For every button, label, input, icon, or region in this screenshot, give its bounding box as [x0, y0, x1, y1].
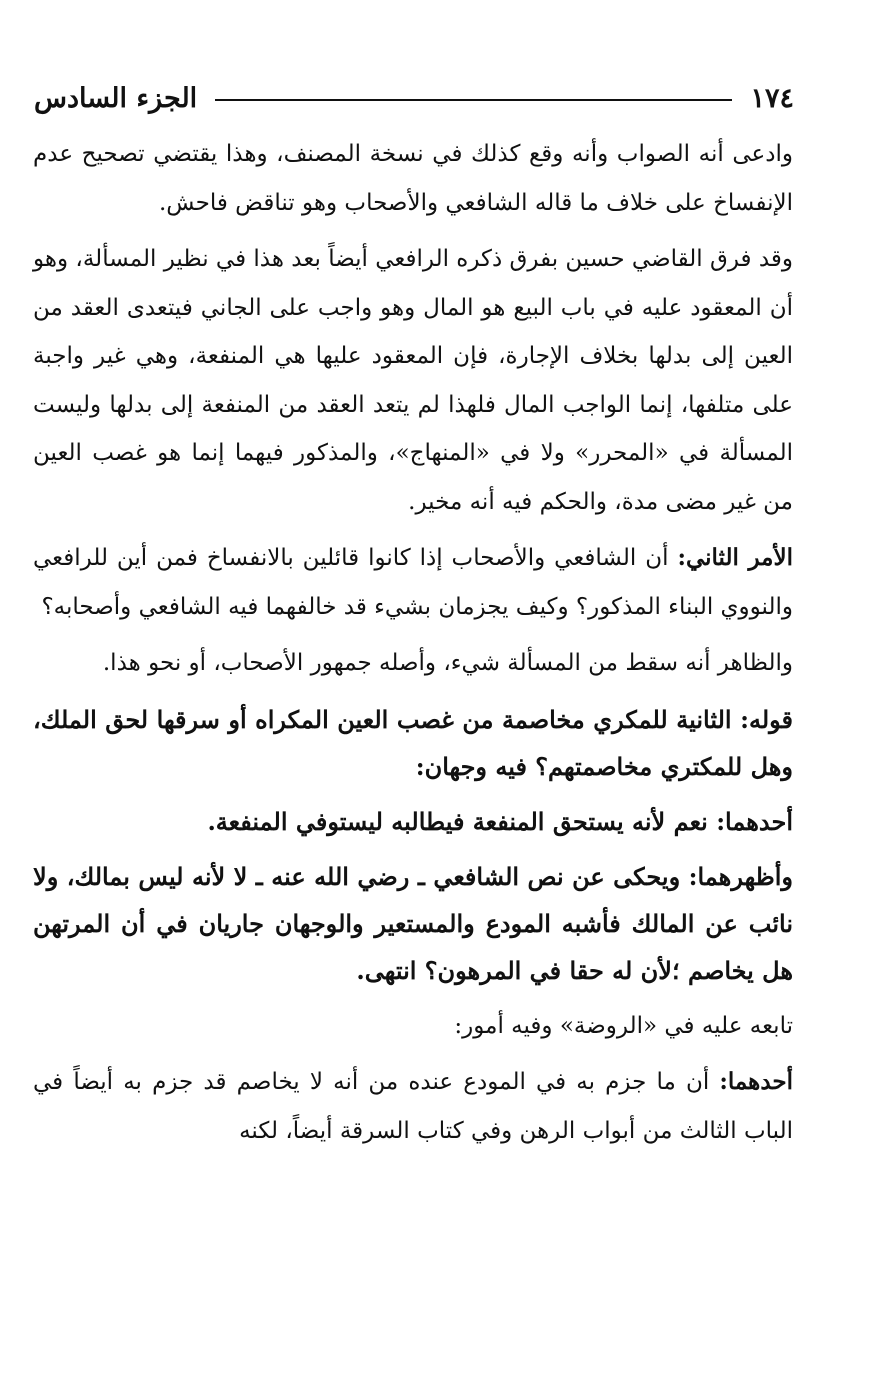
paragraph: [33, 1058, 793, 1155]
running-title: الجزء السادس: [34, 82, 198, 114]
quoted-paragraph: [33, 853, 793, 994]
paragraph-text: وقد فرق القاضي حسين بفرق ذكره الرافعي أيضاً بعد هذا في نظير المسألة، وهو أن المعقود عليه في باب البيع هو المال وهو واجب على الجاني فيتعدى العقد من العين إلى بدلها بخلاف الإجارة، فإن المعقود عليها هي المنفعة، وهي غير واجبة على متلفها، إنما الواجب المال فلهذا لم يتعد العقد من المنفعة إلى بدلها وليست المسألة في «المحرر» ولا في «المنهاج»، والمذكور فيهما إنما هو غصب العين من غير مضى مدة، والحكم فيه أنه مخير.: [33, 246, 793, 515]
paragraph: [33, 235, 793, 526]
header-rule: [215, 99, 732, 101]
page-body: [33, 130, 793, 1163]
paragraph: [33, 534, 793, 631]
paragraph-text: تابعه عليه في «الروضة» وفيه أمور:: [454, 1012, 793, 1039]
paragraph-text: أن ما جزم به في المودع عنده من أنه لا يخاصم قد جزم به أيضاً في الباب الثالث من أبواب الرهن وفي كتاب السرقة أيضاً، لكنه: [33, 1069, 793, 1144]
quoted-paragraph: [33, 696, 793, 790]
paragraph-text: أحدهما: نعم لأنه يستحق المنفعة فيطالبه ليستوفي المنفعة.: [207, 806, 793, 836]
page-header: [34, 78, 794, 118]
paragraph-text: وادعى أنه الصواب وأنه وقع كذلك في نسخة المصنف، وهذا يقتضي تصحيح عدم الإنفساخ على خلاف ما قاله الشافعي والأصحاب وهو تناقض فاحش.: [33, 141, 793, 216]
paragraph-lead: الأمر الثاني:: [677, 544, 793, 571]
paragraph: [33, 130, 793, 227]
paragraph-text: قوله: الثانية للمكري مخاصمة من غصب العين المكراه أو سرقها لحق الملك، وهل للمكتري مخاصمتهم؟ فيه وجهان:: [33, 704, 793, 781]
paragraph-text: والظاهر أنه سقط من المسألة شيء، وأصله جمهور الأصحاب، أو نحو هذا.: [102, 650, 793, 676]
page-number: ١٧٤: [750, 82, 794, 114]
quoted-paragraph: [33, 798, 793, 845]
paragraph-text: أن الشافعي والأصحاب إذا كانوا قائلين بالانفساخ فمن أين للرافعي والنووي البناء المذكور؟ وكيف يجزمان بشيء قد خالفهما فيه الشافعي وأصحابه؟: [33, 545, 793, 620]
paragraph-lead: أحدهما:: [719, 1068, 793, 1095]
paragraph-text: وأظهرهما: ويحكى عن نص الشافعي ـ رضي الله عنه ـ لا لأنه ليس بمالك، ولا نائب عن المالك فأشبه المودع والمستعير والوجهان جاريان في أن المرتهن هل يخاصم ؛لأن له حقا في المرهون؟ انتهى.: [33, 861, 793, 985]
paragraph: [33, 1002, 793, 1051]
paragraph: [33, 639, 793, 688]
